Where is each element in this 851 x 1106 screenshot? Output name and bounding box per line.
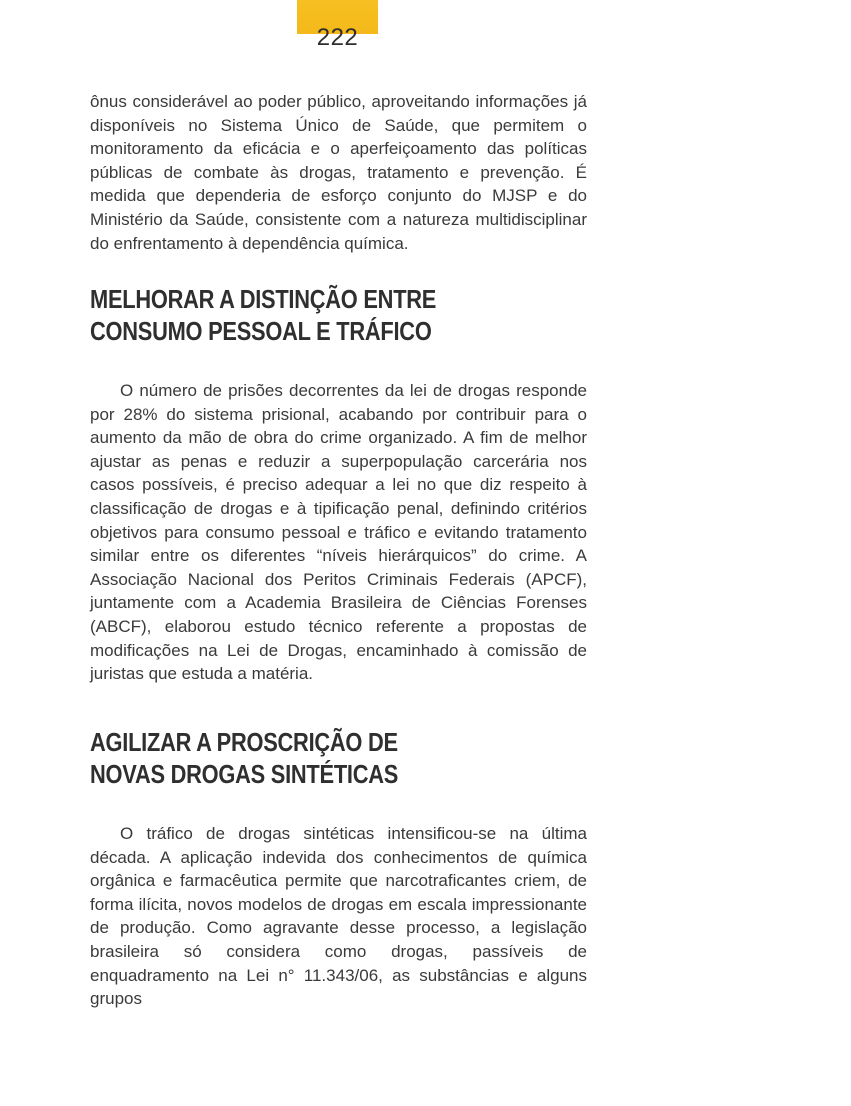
section-title [90,283,507,347]
page-number: 222 [316,24,359,51]
intro-block [90,90,587,255]
section-title-line-1: MELHORAR A DISTINÇÃO ENTRE [90,284,437,314]
section-title-line-2: NOVAS DROGAS SINTÉTICAS [90,759,399,789]
intro-paragraph: ônus considerável ao poder público, aproveitando informações já disponíveis no Sistema Único de Saúde, que permitem o monitoramento da eficácia e o aperfeiçoamento das políticas públicas de combate às drogas, tratamento e prevenção. É medida que dependeria de esforço conjunto do MJSP e do Ministério da Saúde, consistente com a natureza multidisciplinar do enfrentamento à dependência química. [90,92,587,253]
section-body-1 [90,379,587,686]
section-heading-1 [90,283,587,347]
section-body-2 [90,822,587,1011]
section-title-line-1: AGILIZAR A PROSCRIÇÃO DE [90,727,398,757]
section-paragraph: O número de prisões decorrentes da lei de drogas responde por 28% do sistema prisional, acabando por contribuir para o aumento da mão de obra do crime organizado. A fim de melhor ajustar as penas e reduzir a superpopulação carcerária nos casos possíveis, é preciso adequar a lei no que diz respeito à classificação de drogas e à tipificação penal, definindo critérios objetivos para consumo pessoal e tráfico e evitando tratamento similar entre os diferentes “níveis hierárquicos” do crime. A Associação Nacional dos Peritos Criminais Federais (APCF), juntamente com a Academia Brasileira de Ciências Forenses (ABCF), elaborou estudo técnico referente a propostas de modificações na Lei de Drogas, encaminhado à comissão de juristas que estuda a matéria. [90,381,587,684]
section-title [90,726,507,790]
section-title-line-2: CONSUMO PESSOAL E TRÁFICO [90,316,432,346]
section-paragraph: O tráfico de drogas sintéticas intensificou-se na última década. A aplicação indevida dos conhecimentos de química orgânica e farmacêutica permite que narcotraficantes criem, de forma ilícita, novos modelos de drogas em escala impressionante de produção. Como agravante desse processo, a legislação brasileira só considera como drogas, passíveis de enquadramento na Lei n° 11.343/06, as substâncias e alguns grupos [90,824,587,1009]
section-heading-2 [90,726,587,790]
